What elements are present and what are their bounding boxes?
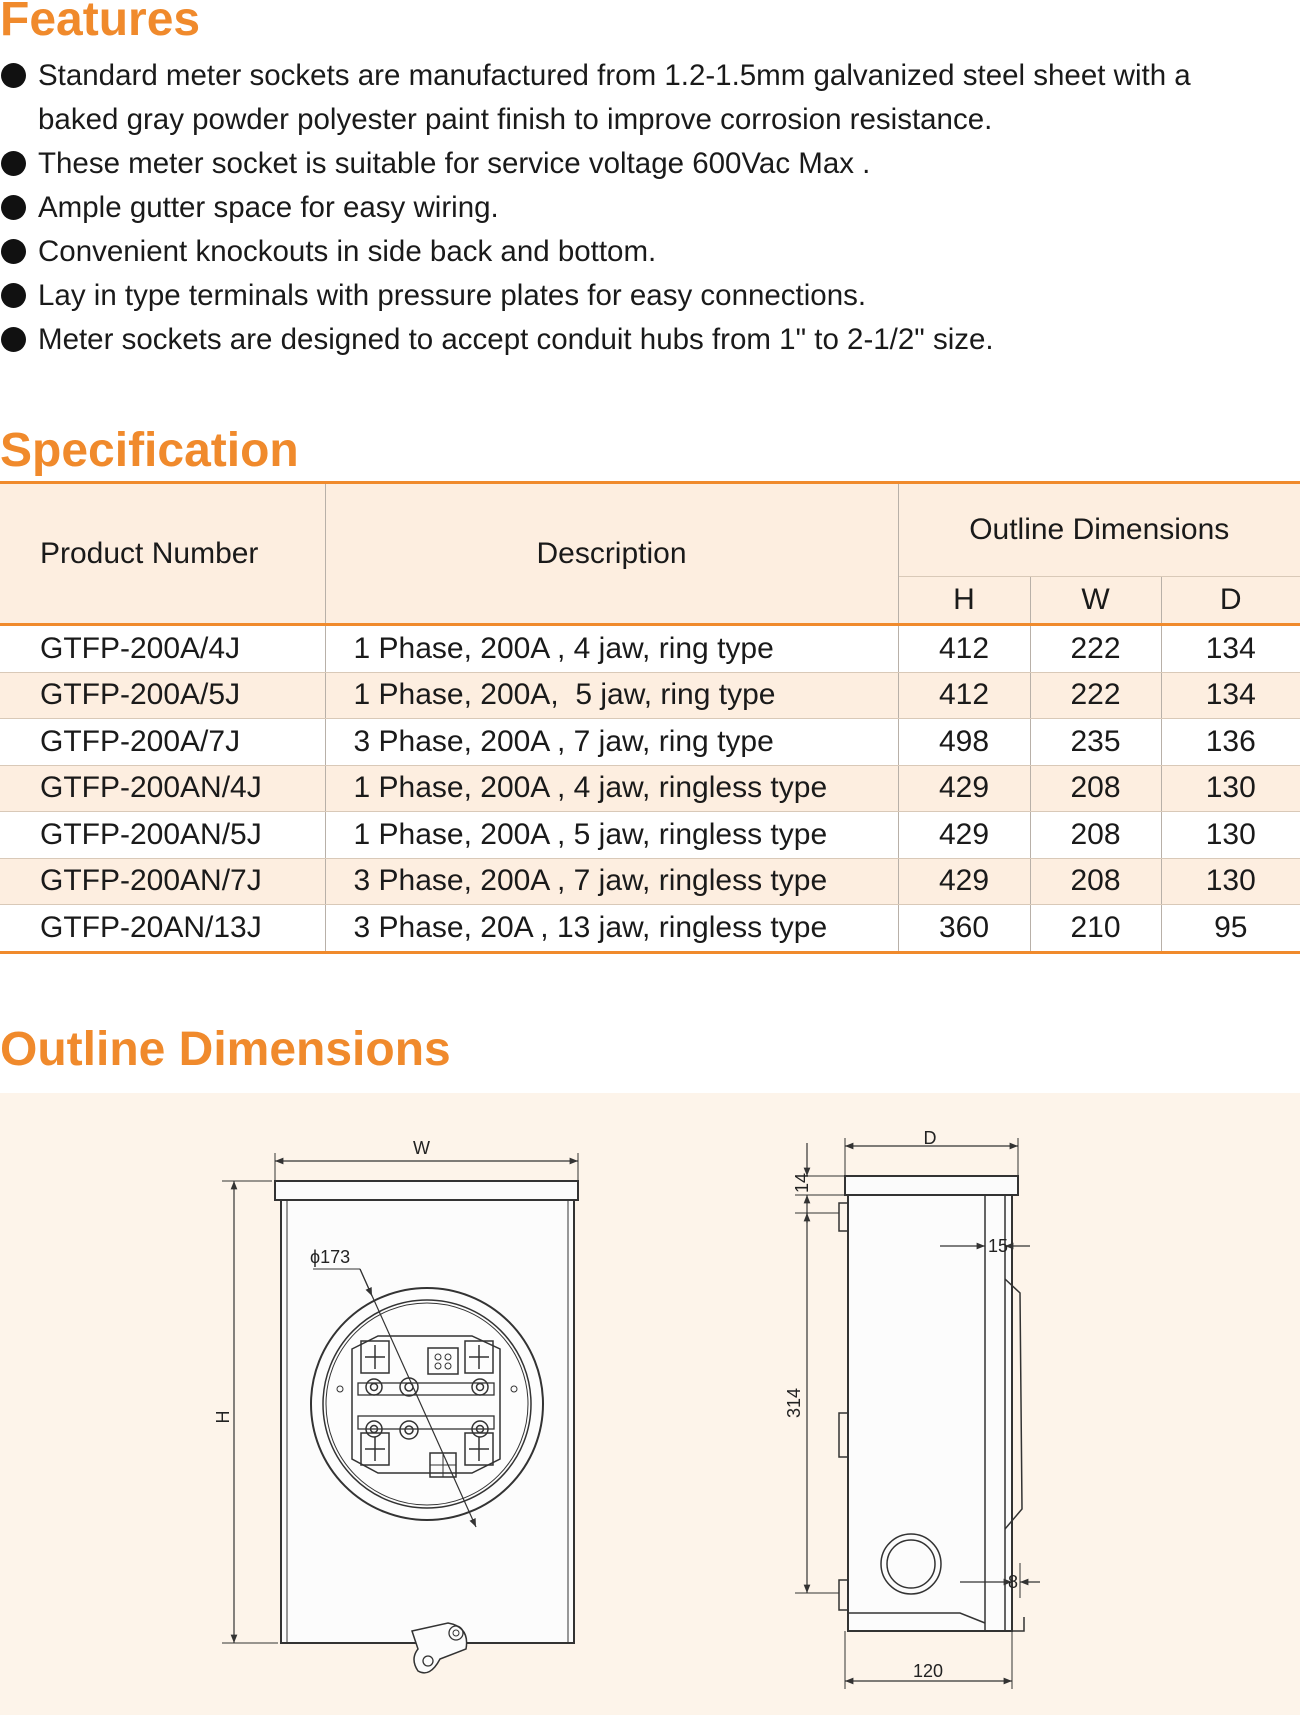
cell-description: 3 Phase, 20A , 13 jaw, ringless type [325,905,898,953]
feature-text: baked gray powder polyester paint finish to improve corrosion resistance. [38,103,993,136]
inner-dimension-label: 15 [988,1236,1009,1256]
outline-drawing [0,1093,1300,1715]
specification-table [0,481,1300,954]
cell-w: 208 [1030,858,1161,905]
feature-item [0,318,1300,362]
height-dimension-label: 314 [784,1387,804,1419]
cell-h: 429 [898,858,1030,905]
feature-text: Standard meter sockets are manufactured from 1.2-1.5mm galvanized steel sheet with a [38,59,1191,92]
depth-label: D [923,1128,937,1148]
cell-product: GTFP-200A/5J [0,672,325,719]
table-row [0,812,1300,859]
bullet-icon [1,151,26,176]
diameter-label: ϕ173 [310,1247,351,1267]
base-dimension-label: 120 [912,1661,944,1681]
header-h: H [898,577,1030,625]
cell-description: 1 Phase, 200A , 4 jaw, ringless type [325,765,898,812]
bottom-dimension-label: 8 [1008,1572,1019,1592]
cell-product: GTFP-200AN/5J [0,812,325,859]
cell-w: 222 [1030,625,1161,673]
header-w: W [1030,577,1161,625]
feature-item [0,54,1300,142]
cell-w: 210 [1030,905,1161,953]
width-label: W [413,1138,430,1158]
cell-h: 360 [898,905,1030,953]
cell-w: 208 [1030,765,1161,812]
cell-h: 429 [898,812,1030,859]
cell-description: 1 Phase, 200A , 5 jaw, ringless type [325,812,898,859]
header-product-number: Product Number [0,483,325,625]
bullet-icon [1,327,26,352]
cell-w: 222 [1030,672,1161,719]
bullet-icon [1,63,26,88]
features-heading: Features [0,0,201,46]
top-dimension-label: 14 [792,1172,812,1194]
cell-d: 95 [1161,905,1300,953]
cell-d: 130 [1161,812,1300,859]
feature-item [0,186,1300,230]
feature-item [0,142,1300,186]
table-row [0,905,1300,953]
feature-item [0,230,1300,274]
cell-product: GTFP-200A/7J [0,719,325,766]
cell-description: 1 Phase, 200A , 4 jaw, ring type [325,625,898,673]
cell-d: 130 [1161,765,1300,812]
cell-h: 412 [898,625,1030,673]
cell-w: 235 [1030,719,1161,766]
cell-d: 130 [1161,858,1300,905]
feature-text: Lay in type terminals with pressure plates for easy connections. [38,279,867,312]
cell-product: GTFP-20AN/13J [0,905,325,953]
bullet-icon [1,239,26,264]
feature-text: Convenient knockouts in side back and bottom. [38,235,657,268]
table-row [0,719,1300,766]
cell-d: 136 [1161,719,1300,766]
outline-dimensions-heading: Outline Dimensions [0,1023,451,1076]
cell-w: 208 [1030,812,1161,859]
cell-description: 1 Phase, 200A, 5 jaw, ring type [325,672,898,719]
header-description: Description [325,483,898,625]
feature-text: These meter socket is suitable for service voltage 600Vac Max . [38,147,871,180]
table-row [0,625,1300,673]
bullet-icon [1,283,26,308]
side-view [795,1138,1040,1689]
table-row [0,858,1300,905]
cell-h: 412 [898,672,1030,719]
height-label: H [213,1410,233,1424]
feature-item [0,274,1300,318]
specification-heading: Specification [0,424,299,477]
table-row [0,672,1300,719]
outline-drawing-panel [0,1093,1300,1715]
cell-product: GTFP-200AN/7J [0,858,325,905]
features-list [0,54,1300,362]
feature-text: Ample gutter space for easy wiring. [38,191,499,224]
bullet-icon [1,195,26,220]
cell-description: 3 Phase, 200A , 7 jaw, ring type [325,719,898,766]
specification-table-wrapper [0,481,1300,954]
front-view [222,1153,578,1673]
cell-d: 134 [1161,625,1300,673]
cell-h: 498 [898,719,1030,766]
cell-product: GTFP-200AN/4J [0,765,325,812]
cell-h: 429 [898,765,1030,812]
feature-text: Meter sockets are designed to accept conduit hubs from 1" to 2-1/2" size. [38,323,994,356]
header-d: D [1161,577,1300,625]
table-row [0,765,1300,812]
cell-product: GTFP-200A/4J [0,625,325,673]
cell-description: 3 Phase, 200A , 7 jaw, ringless type [325,858,898,905]
header-outline-dimensions: Outline Dimensions [898,483,1300,577]
cell-d: 134 [1161,672,1300,719]
